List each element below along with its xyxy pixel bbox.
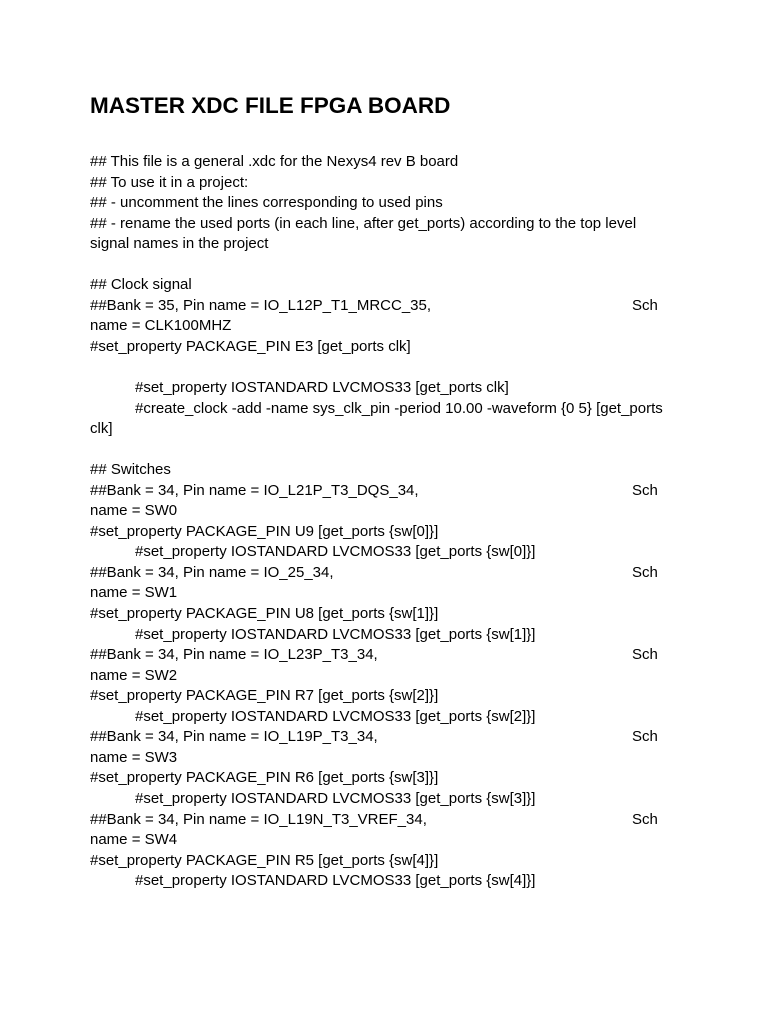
clock-heading: ## Clock signal	[90, 276, 192, 294]
switch-iostandard-line: #set_property IOSTANDARD LVCMOS33 [get_ports {sw[4]}]	[135, 872, 536, 890]
switch-pin-line: #set_property PACKAGE_PIN R7 [get_ports {sw[2]}]	[90, 687, 439, 705]
bank-text: ##Bank = 34, Pin name = IO_L23P_T3_34,	[90, 646, 378, 664]
sch-label: Sch	[632, 296, 658, 314]
switch-name-line: name = SW3	[90, 748, 178, 766]
switch-bank-line	[90, 481, 670, 502]
switch-name-line: name = SW4	[90, 831, 178, 849]
sch-label: Sch	[632, 810, 658, 828]
switch-bank-line	[90, 645, 670, 666]
clock-create-clock-cont: clk]	[90, 420, 113, 438]
sch-label: Sch	[632, 728, 658, 746]
bank-text: ##Bank = 34, Pin name = IO_L19N_T3_VREF_34,	[90, 810, 427, 828]
bank-text: ##Bank = 34, Pin name = IO_L21P_T3_DQS_34,	[90, 481, 419, 499]
blank-line	[90, 255, 670, 276]
sch-label: Sch	[632, 563, 658, 581]
switch-name-line: name = SW2	[90, 666, 178, 684]
bank-text: ##Bank = 35, Pin name = IO_L12P_T1_MRCC_35,	[90, 296, 432, 314]
document-title: MASTER XDC FILE FPGA BOARD	[90, 93, 451, 118]
header-comment-line: ## - uncomment the lines corresponding to used pins	[90, 194, 443, 212]
clock-bank-line	[90, 296, 670, 317]
switch-name-line: name = SW1	[90, 584, 178, 602]
switch-pin-line: #set_property PACKAGE_PIN U8 [get_ports {sw[1]}]	[90, 605, 439, 623]
switch-iostandard-line: #set_property IOSTANDARD LVCMOS33 [get_ports {sw[3]}]	[135, 789, 536, 807]
clock-name-line: name = CLK100MHZ	[90, 317, 232, 335]
header-comment-line: ## To use it in a project:	[90, 173, 249, 191]
sch-label: Sch	[632, 481, 658, 499]
header-comment-line: ## - rename the used ports (in each line, after get_ports) according to the top level	[90, 214, 637, 232]
header-comment-line: ## This file is a general .xdc for the Nexys4 rev B board	[90, 153, 459, 170]
clock-create-clock-line: #create_clock -add -name sys_clk_pin -period 10.00 -waveform {0 5} [get_ports	[135, 399, 663, 417]
switch-pin-line: #set_property PACKAGE_PIN R6 [get_ports {sw[3]}]	[90, 769, 439, 787]
switch-iostandard-line: #set_property IOSTANDARD LVCMOS33 [get_ports {sw[0]}]	[135, 543, 536, 561]
clock-iostandard-line: #set_property IOSTANDARD LVCMOS33 [get_ports clk]	[135, 379, 509, 397]
switch-name-line: name = SW0	[90, 502, 178, 520]
switch-iostandard-line: #set_property IOSTANDARD LVCMOS33 [get_ports {sw[2]}]	[135, 707, 536, 725]
blank-line	[90, 357, 670, 378]
switch-bank-line	[90, 810, 670, 831]
blank-line	[90, 440, 670, 461]
document-body	[90, 152, 670, 892]
clock-pin-line: #set_property PACKAGE_PIN E3 [get_ports clk]	[90, 337, 411, 355]
sch-label: Sch	[632, 646, 658, 664]
switch-iostandard-line: #set_property IOSTANDARD LVCMOS33 [get_ports {sw[1]}]	[135, 625, 536, 643]
switches-heading: ## Switches	[90, 461, 171, 479]
switch-bank-line	[90, 563, 670, 584]
bank-text: ##Bank = 34, Pin name = IO_L19P_T3_34,	[90, 728, 378, 746]
switch-pin-line: #set_property PACKAGE_PIN R5 [get_ports {sw[4]}]	[90, 851, 439, 869]
switch-pin-line: #set_property PACKAGE_PIN U9 [get_ports {sw[0]}]	[90, 522, 439, 540]
switch-bank-line	[90, 727, 670, 748]
bank-text: ##Bank = 34, Pin name = IO_25_34,	[90, 563, 334, 581]
header-comment-line: signal names in the project	[90, 235, 269, 253]
